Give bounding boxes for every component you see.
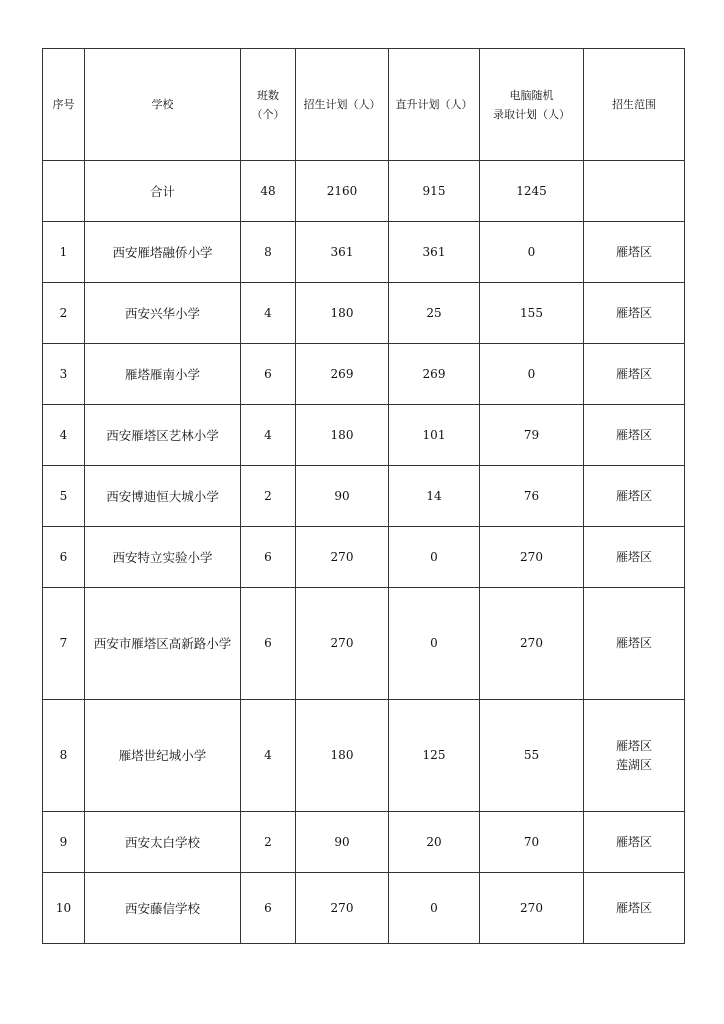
range-line: 莲湖区 (615, 757, 652, 772)
row-direct: 269 (389, 344, 480, 405)
row-plan: 270 (296, 873, 389, 944)
total-row (43, 161, 685, 222)
row-plan: 180 (296, 283, 389, 344)
range-line: 雁塔区 (615, 305, 652, 320)
header-range: 招生范围 (584, 49, 685, 161)
total-random: 1245 (480, 161, 584, 222)
row-index: 4 (43, 405, 85, 466)
row-plan: 90 (296, 466, 389, 527)
row-direct: 0 (389, 527, 480, 588)
row-classes: 4 (241, 405, 296, 466)
row-index: 3 (43, 344, 85, 405)
row-range (584, 700, 685, 812)
table-row (43, 527, 685, 588)
row-random: 270 (480, 873, 584, 944)
row-school: 西安博迪恒大城小学 (85, 466, 241, 527)
row-range (584, 873, 685, 944)
row-index: 7 (43, 588, 85, 700)
table-row (43, 466, 685, 527)
table-row (43, 344, 685, 405)
table-row (43, 283, 685, 344)
header-classes-line1: 班数 (257, 88, 279, 102)
row-classes: 2 (241, 466, 296, 527)
header-row (43, 49, 685, 161)
table-row (43, 405, 685, 466)
row-classes: 6 (241, 873, 296, 944)
row-range (584, 466, 685, 527)
range-line: 雁塔区 (615, 366, 652, 381)
row-plan: 90 (296, 812, 389, 873)
row-plan: 270 (296, 588, 389, 700)
row-direct: 25 (389, 283, 480, 344)
row-direct: 125 (389, 700, 480, 812)
row-range (584, 812, 685, 873)
header-classes (241, 49, 296, 161)
total-range (584, 161, 685, 222)
row-plan: 180 (296, 405, 389, 466)
row-random: 0 (480, 344, 584, 405)
row-classes: 6 (241, 588, 296, 700)
range-line: 雁塔区 (615, 834, 652, 849)
header-school: 学校 (85, 49, 241, 161)
row-school: 西安太白学校 (85, 812, 241, 873)
row-index: 5 (43, 466, 85, 527)
range-line: 雁塔区 (615, 488, 652, 503)
row-direct: 0 (389, 588, 480, 700)
row-random: 76 (480, 466, 584, 527)
total-label: 合计 (85, 161, 241, 222)
header-index: 序号 (43, 49, 85, 161)
row-plan: 361 (296, 222, 389, 283)
row-random: 79 (480, 405, 584, 466)
total-classes: 48 (241, 161, 296, 222)
row-range (584, 405, 685, 466)
total-direct: 915 (389, 161, 480, 222)
row-range (584, 588, 685, 700)
row-index: 6 (43, 527, 85, 588)
row-school: 西安兴华小学 (85, 283, 241, 344)
header-random-line2: 录取计划（人） (493, 107, 570, 121)
row-range (584, 344, 685, 405)
range-line: 雁塔区 (615, 427, 652, 442)
row-random: 70 (480, 812, 584, 873)
row-random: 55 (480, 700, 584, 812)
table-row (43, 222, 685, 283)
total-index (43, 161, 85, 222)
table-row (43, 588, 685, 700)
row-direct: 0 (389, 873, 480, 944)
row-range (584, 222, 685, 283)
row-index: 2 (43, 283, 85, 344)
row-index: 1 (43, 222, 85, 283)
row-classes: 4 (241, 283, 296, 344)
total-plan: 2160 (296, 161, 389, 222)
admissions-table (42, 48, 685, 944)
row-index: 10 (43, 873, 85, 944)
row-classes: 6 (241, 344, 296, 405)
row-plan: 270 (296, 527, 389, 588)
range-line: 雁塔区 (615, 738, 652, 753)
range-line: 雁塔区 (615, 549, 652, 564)
table-row (43, 812, 685, 873)
header-random (480, 49, 584, 161)
row-school: 西安藤信学校 (85, 873, 241, 944)
row-direct: 14 (389, 466, 480, 527)
row-school: 西安特立实验小学 (85, 527, 241, 588)
row-direct: 101 (389, 405, 480, 466)
row-direct: 20 (389, 812, 480, 873)
row-classes: 8 (241, 222, 296, 283)
table-row (43, 700, 685, 812)
row-random: 0 (480, 222, 584, 283)
table-row (43, 873, 685, 944)
row-random: 270 (480, 527, 584, 588)
row-direct: 361 (389, 222, 480, 283)
row-plan: 180 (296, 700, 389, 812)
row-school: 西安雁塔区艺林小学 (85, 405, 241, 466)
header-direct: 直升计划（人） (389, 49, 480, 161)
row-index: 8 (43, 700, 85, 812)
row-plan: 269 (296, 344, 389, 405)
header-classes-line2: （个） (251, 107, 285, 121)
row-school: 西安市雁塔区高新路小学 (85, 588, 241, 700)
row-school: 雁塔雁南小学 (85, 344, 241, 405)
range-line: 雁塔区 (615, 900, 652, 915)
row-school: 西安雁塔融侨小学 (85, 222, 241, 283)
row-classes: 6 (241, 527, 296, 588)
row-range (584, 527, 685, 588)
row-random: 155 (480, 283, 584, 344)
row-index: 9 (43, 812, 85, 873)
header-random-line1: 电脑随机 (509, 88, 554, 102)
row-school: 雁塔世纪城小学 (85, 700, 241, 812)
header-plan: 招生计划（人） (296, 49, 389, 161)
row-random: 270 (480, 588, 584, 700)
range-line: 雁塔区 (615, 636, 652, 650)
row-classes: 4 (241, 700, 296, 812)
row-classes: 2 (241, 812, 296, 873)
row-range (584, 283, 685, 344)
range-line: 雁塔区 (615, 244, 652, 259)
